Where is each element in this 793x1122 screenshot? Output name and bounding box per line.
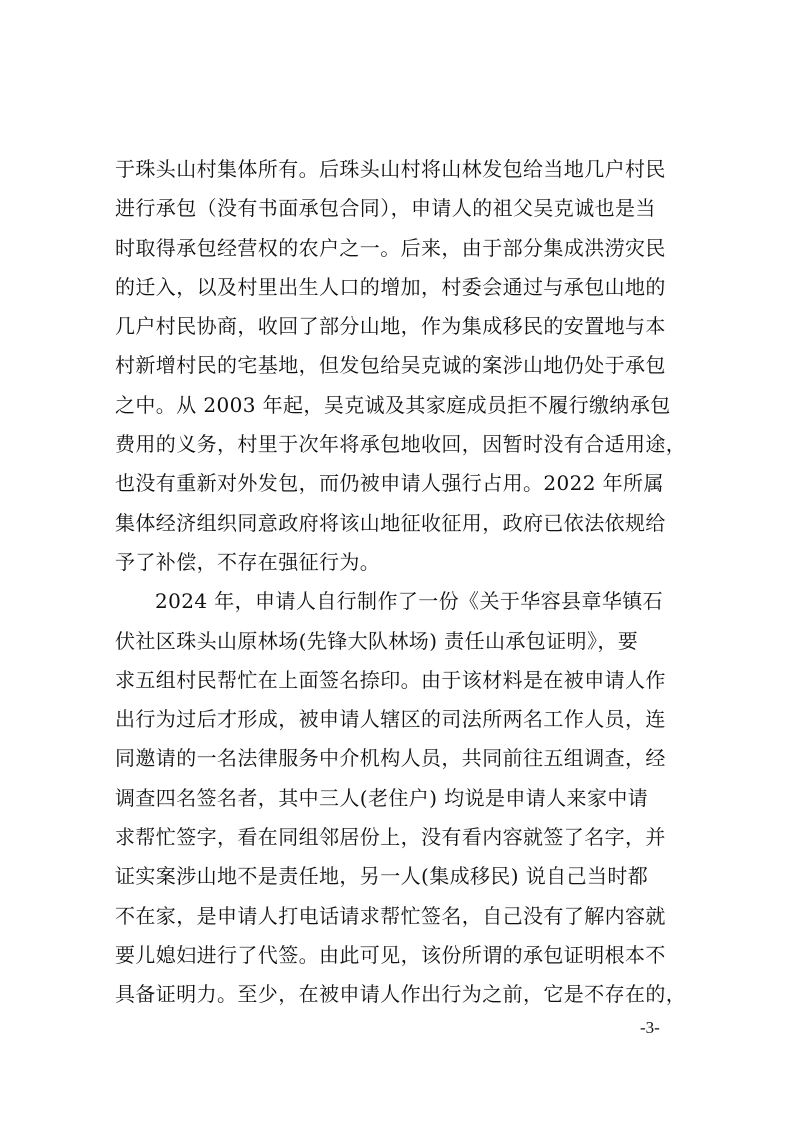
text-line: 要儿媳妇进行了代签。由此可见，该份所谓的承包证明根本不: [115, 942, 666, 967]
text-line: 求五组村民帮忙在上面签名捺印。由于该材料是在被申请人作: [115, 667, 666, 692]
text-line: 集体经济组织同意政府将该山地征收征用，政府已依法依规给: [115, 510, 666, 535]
text-line: 求帮忙签字，看在同组邻居份上，没有看内容就签了名字，并: [115, 825, 666, 850]
text-line: 具备证明力。至少，在被申请人作出行为之前，它是不存在的，: [115, 982, 687, 1007]
text-line: 于珠头山村集体所有。后珠头山村将山林发包给当地几户村民: [115, 157, 666, 181]
page-number: -3-: [640, 1018, 660, 1037]
text-line: 村新增村民的宅基地，但发包给吴克诚的案涉山地仍处于承包: [115, 353, 666, 378]
text-line: 费用的义务，村里于次年将承包地收回，因暂时没有合适用途，: [115, 432, 687, 457]
text-line: 也没有重新对外发包，而仍被申请人强行占用。2022 年所属: [115, 471, 664, 496]
paragraph-start-line: 2024 年，申请人自行制作了一份《关于华容县章华镇石: [155, 589, 664, 614]
text-line: 几户村民协商，收回了部分山地，作为集成移民的安置地与本: [115, 314, 666, 339]
text-line: 不在家，是申请人打电话请求帮忙签名，自己没有了解内容就: [115, 903, 666, 928]
text-line: 之中。从 2003 年起，吴克诚及其家庭成员拒不履行缴纳承包: [115, 392, 671, 417]
text-line: 进行承包（没有书面承包合同），申请人的祖父吴克诚也是当: [115, 196, 656, 221]
text-line: 时取得承包经营权的农户之一。后来，由于部分集成洪涝灾民: [115, 235, 666, 260]
text-line: 同邀请的一名法律服务中介机构人员，共同前往五组调查，经: [115, 746, 666, 771]
text-line: 的迁入，以及村里出生人口的增加，村委会通过与承包山地的: [115, 274, 666, 299]
body-text: [115, 150, 685, 1015]
text-line: 伏社区珠头山原林场(先锋大队林场) 责任山承包证明》，要: [115, 628, 639, 653]
text-line: 调查四名签名者，其中三人(老住户) 均说是申请人来家中请: [115, 785, 649, 810]
text-line: 予了补偿，不存在强征行为。: [115, 549, 381, 574]
text-line: 证实案涉山地不是责任地，另一人(集成移民) 说自己当时都: [115, 864, 649, 889]
text-line: 出行为过后才形成，被申请人辖区的司法所两名工作人员，连: [115, 707, 666, 732]
